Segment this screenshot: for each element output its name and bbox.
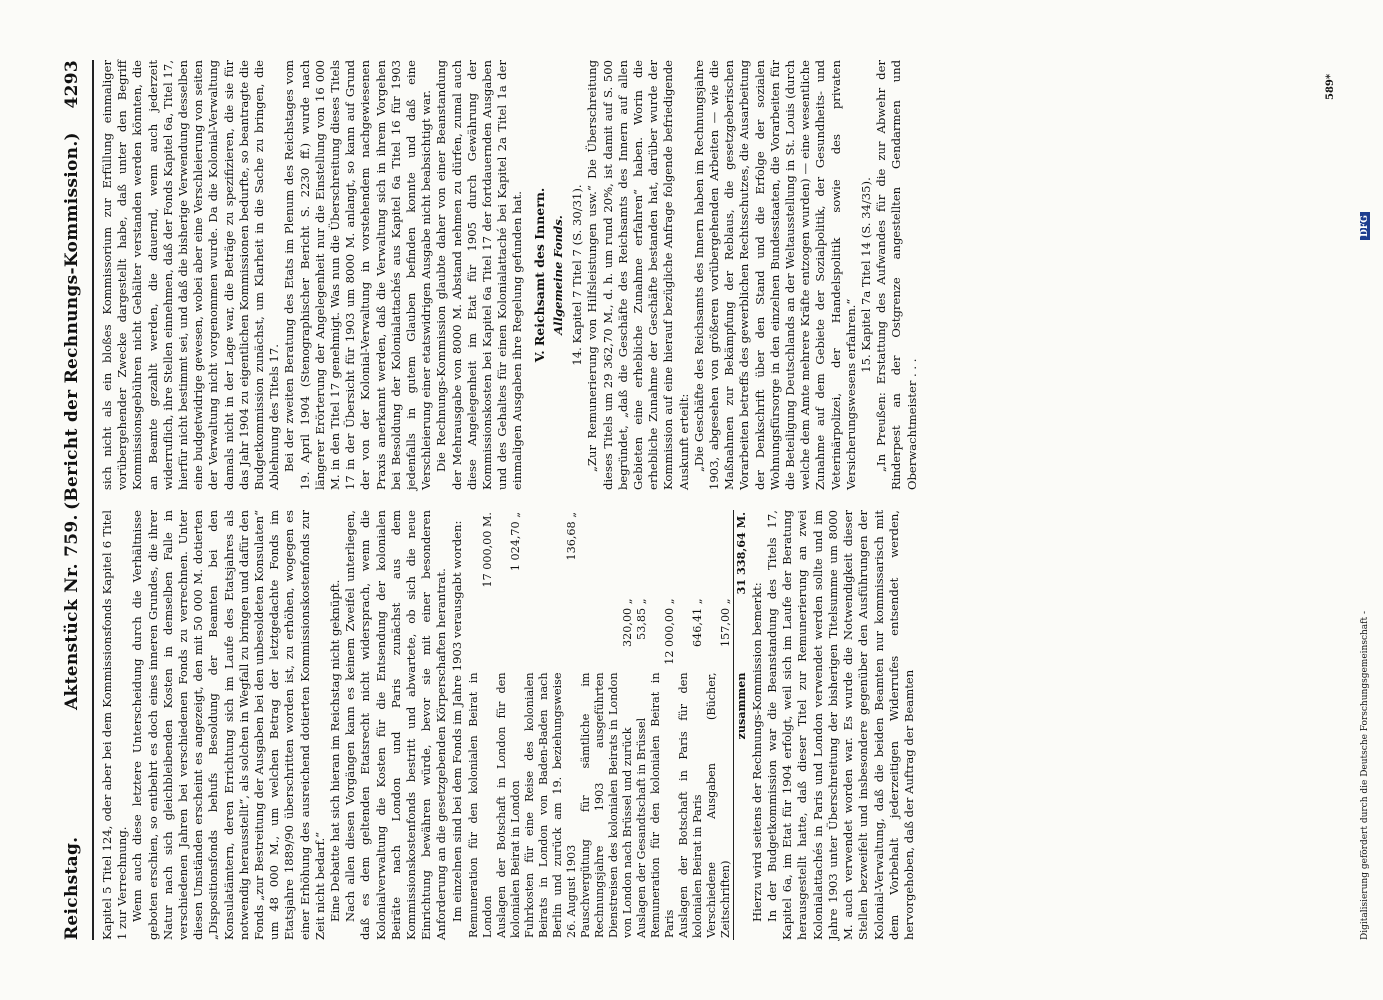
ledger-amount: 17 000,00 M. [480,512,494,588]
right-column [100,60,920,490]
paragraph: „Zur Remunerierung von Hilfsleistungen usw.“ Die Überschreitung dieses Titels um 29 362,70 M., d. h. um rund 20%, ist damit auf S. 500 begründet, „daß die Geschäfte des Reichsamts des Innern auf allen Gebieten eine erhebliche Zunahme erfahren“ haben. Worin die erhebliche Zunahme der Geschäfte bestanden hat, darüber wurde der Kommission auf eine hierauf bezügliche Anfrage folgende befriedigende Auskunft erteilt: [585,60,691,490]
ledger-total-row [733,510,748,940]
ledger-amount [579,510,635,596]
subsection-heading: Allgemeine Fonds. [550,215,565,335]
ledger-amount-inner: 646,41 „ [690,598,704,647]
header-title: (Bericht der Rechnungs-Kommission.) [62,132,82,510]
ledger-amount-inner: 157,00 „ [718,598,732,647]
ledger-row [495,510,523,940]
ledger-label: Auslagen der Botschaft in Paris für den kolonialen Beirat in Paris [676,672,704,938]
header-reichstag: Reichstag. [62,836,82,940]
ledger-row [705,510,734,940]
paragraph: Im einzelnen sind bei dem Fonds im Jahre 1903 verausgabt worden: [449,520,464,922]
ledger-label: Pauschvergütung für sämtliche im Rechnungsjahre 1903 ausgeführten Dienstreisen des kolonialen Beirats in London von London nach Brüssel und zurück [578,672,634,938]
paragraph: Bei der zweiten Beratung des Etats im Plenum des Reichstages vom 19. April 1904 (Stenographischer Bericht S. 2230 ff.) wurde nach längerer Erörterung der Angelegenheit nur die Einstellung von 16 000 M. in den Titel 17 genehmigt. Was nun die Überschreitung dieses Titels 17 in der Übersicht für 1903 um 8000 M. anlangt, so kann auf Grund der von der Kolonial-Verwaltung in vorstehendem nachgewiesenen Praxis anerkannt werden, daß die Verwaltung sich in ihrem Vorgehen bei Besoldung der Kolonialattachés aus Kapitel 6a Titel 16 für 1903 jedenfalls in gutem Glauben befinden konnte und daß eine Verschleierung einer etatswidrigen Ausgabe nicht beabsichtigt war. [282,60,434,490]
ledger-amount: 136,68 „ [564,512,578,561]
ledger-amount: 1 024,70 „ [508,512,522,572]
ledger-row [649,510,677,940]
header-rule [92,60,94,940]
ledger-label: Remuneration für den kolonialen Beirat in London [466,672,494,938]
paragraph: Wenn auch diese letztere Unterscheidung durch die Verhältnisse geboten erschien, so entbehrt es doch eines inneren Grundes, die ihrer Natur nach sich gleichbleibenden Kosten in demselben Falle in verschiedenen Jahren bei verschiedenen Fonds zu verrechnen. Unter diesen Umständen erscheint es angezeigt, den mit 50 000 M. dotierten „Dispositionsfonds behufs Besoldung der Beamten bei den Konsulatämtern, deren Errichtung sich im Laufe des Etatsjahres als notwendig herausstellt“, als solchen in Wegfall zu bringen und dafür den Fonds „zur Bestreitung der Ausgaben bei den unbesoldeten Konsulaten“ um 48 000 M., um welchen Betrag der letztgedachte Fonds im Etatsjahre 1889/90 überschritten worden ist, zu erhöhen, wogegen es einer Erhöhung des ausreichend dotierten Kommissionskostenfonds zur Zeit nicht bedarf.“ [130,510,327,940]
ledger-amount-inner: 53,85 „ [634,598,648,640]
ledger-label: Remuneration für den kolonialen Beirat in Paris [648,672,676,938]
ledger-row [677,510,705,940]
ledger-label: Fuhrkosten für eine Reise des kolonialen Beirats in London von Baden-Baden nach Berlin und zurück am 19. beziehungsweise 26. August 1903 [522,672,578,938]
paragraph: Kapitel 5 Titel 124, oder aber bei dem Kommissionsfonds Kapitel 6 Titel 1 zur Verrechnung. [100,510,130,940]
ledger-row [635,510,649,940]
paragraph: „Die Geschäfte des Reichsamts des Innern haben im Rechnungsjahre 1903, abgesehen von größeren vorübergehenden Arbeiten — wie die Maßnahmen zur Bekämpfung der Reblaus, die gesetzgeberischen Vorarbeiten betreffs des gewerblichen Rechtsschutzes, die Ausarbeitung der Denkschrift über den Stand und die Erfolge der sozialen Wohnungsfürsorge in den einzelnen Bundesstaaten, die Vorarbeiten für die Beteiligung Deutschlands an der Weltausstellung in St. Louis (durch welche dem Amte mehrere Kräfte entzogen wurden) — eine wesentliche Zunahme auf dem Gebiete der Sozialpolitik, der Gesundheits- und Veterinärpolizei, der Handelspolitik sowie des privaten Versicherungswesens erfahren.“ [691,60,858,490]
ledger-amount [635,510,649,596]
left-column [100,510,917,940]
ledger-amount-inner [523,596,579,670]
paragraph: „In Preußen: Erstattung des Aufwandes für die zur Abwehr der Rinderpest an der Ostgrenze angestellten Gendarmen und Oberwachtmeister . . . [874,60,919,490]
page-header [62,60,90,940]
paragraph: In der Budgetkommission war die Beanstandung des Titels 17, Kapitel 6a, im Etat für 1904 erfolgt, weil sich im Laufe der Beratung herausgestellt hatte, daß dieser Titel zur Remunerierung an zwei Kolonialattachés in Paris und London verwendet werden sollte und im Jahre 1903 unter Überschreitung der bisherigen Titelsumme um 8000 M. auch verwendet worden war. Es wurde die Notwendigkeit dieser Stellen bezweifelt und insbesondere gegenüber den Ausführungen der Kolonial-Verwaltung, daß die beiden Beamten nur kommissarisch mit dem Vorbehalt jederzeitigen Widerrufes entsendet werden, hervorgehoben, daß der Auftrag der Beamten [765,510,916,940]
ledger-amount [705,510,734,596]
paragraph: Hierzu wird seitens der Rechnungs-Kommission bemerkt: [749,582,764,922]
signature-mark: 589* [1325,73,1336,100]
ledger-label: Verschiedene Ausgaben (Bücher, Zeitschriften) [704,672,732,938]
item-heading: 14. Kapitel 7 Titel 7 (S. 30/31). [570,184,585,366]
expense-ledger [467,510,748,940]
page-number: 4293 [62,60,82,109]
ledger-amount-inner: 320,00 „ [620,598,634,647]
ledger-label: Auslagen der Botschaft in London für den kolonialen Beirat in London [494,672,522,938]
section-heading: V. Reichsamt des Innern. [531,187,547,363]
ledger-total-label: zusammen [733,670,748,940]
ledger-row [523,510,579,940]
paragraph: Nach allen diesen Vorgängen kann es keinem Zweifel unterliegen, daß es dem geltenden Etatsrecht nicht widersprach, wenn die Kolonialverwaltung die Kosten für die Entsendung der kolonialen Beiräte nach London und Paris zunächst aus dem Kommissionskostenfonds bestritt und abwartete, ob sich die neue Einrichtung bewähren würde, bevor sie mit einer besonderen Anforderung an die gesetzgebenden Körperschaften herantrat. [343,510,449,940]
ledger-total-value: 31 338,64 M. [733,512,748,595]
ledger-amount-inner [495,596,523,670]
digitization-note: Digitalisierung gefördert durch die Deutsche Forschungsgemeinschaft - [1360,611,1370,940]
header-aktenstueck: Aktenstück Nr. 759. [62,514,82,710]
paragraph: Die Rechnungs-Kommission glaubte daher von einer Beanstandung der Mehrausgabe von 8000 M. Abstand nehmen zu dürfen, zumal auch diese Angelegenheit im Etat für 1905 durch Gewährung der Kommissionskosten bei Kapitel 6a Titel 17 der fortdauernden Ausgaben und des Gehaltes für einen Kolonialattaché bei Kapitel 2a Titel 1a der einmaligen Ausgaben ihre Regelung gefunden hat. [434,60,525,490]
dfg-logo: DFG [1360,212,1370,240]
ledger-amount-inner: 12 000,00 „ [662,598,676,665]
paragraph: sich nicht als ein bloßes Kommissorium zur Erfüllung einmaliger vorübergehender Zwecke dargestellt habe, daß unter den Begriff Kommissionsgebühren nicht Gehälter verstanden werden könnten, die an Beamte gezahlt werden, die dauernd, wenn auch jederzeit widerruflich, ihre Stellen einnehmen, daß der Fonds Kapitel 6a, Titel 17, hierfür nicht bestimmt sei, und daß die bisherige Verwendung desselben eine budgetwidrige gewesen, wobei aber eine Verschleierung von seiten der Verwaltung nicht vorgenommen wurde. Da die Kolonial-Verwaltung damals nicht in der Lage war, die Beträge zu spezifizieren, die sie für das Jahr 1904 zu eigentlichen Kommissionen bedurfte, so beantragte die Budgetkommission zunächst, um Klarheit in die Sache zu bringen, die Ablehnung des Titels 17. [100,60,282,490]
ledger-label: Auslagen der Gesandtschaft in Brüssel [634,717,648,938]
item-heading: 15. Kapitel 7a Titel 14 (S. 34/35). [858,177,873,373]
ledger-row [579,510,635,940]
ledger-amount [677,510,705,596]
ledger-amount [649,510,677,596]
paragraph: Eine Debatte hat sich hieran im Reichstag nicht geknüpft. [328,579,343,922]
ledger-amount-inner [467,596,495,670]
ledger-row [467,510,495,940]
